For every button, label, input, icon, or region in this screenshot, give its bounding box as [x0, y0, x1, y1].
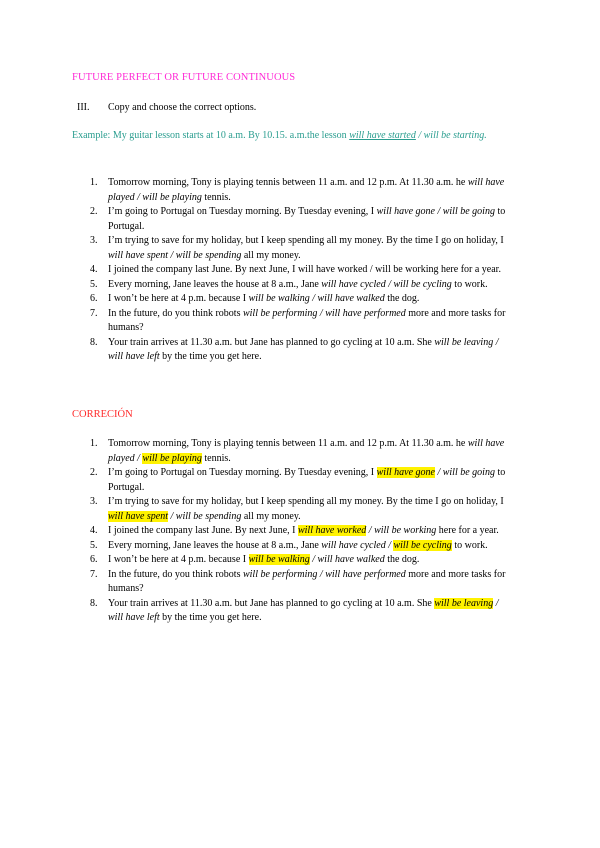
item-number: 1.	[90, 177, 98, 188]
sentence-text: I’m going to Portugal on Tuesday morning. By Tuesday evening, I	[108, 467, 377, 478]
sentence-text: more and more tasks for humans?	[108, 568, 506, 594]
example-option-a: will have started	[349, 130, 416, 141]
sentence-text: all my money.	[241, 510, 301, 522]
sentence-text: Tomorrow morning, Tony is playing tennis between 11 a.m. and 12 p.m. At 11.30 a.m. he	[108, 438, 468, 449]
correction-item	[72, 524, 510, 539]
item-number: 1.	[90, 438, 98, 449]
sentence-text: In the future, do you think robots	[108, 307, 243, 319]
answer-options: / will be going	[434, 467, 495, 478]
exercise-item	[72, 307, 510, 336]
example-sentence	[72, 129, 510, 144]
sentence-text: to Portugal.	[108, 467, 506, 493]
item-number: 8.	[90, 336, 98, 348]
sentence-text: to work.	[451, 278, 488, 290]
item-number: 8.	[90, 597, 98, 609]
sentence-text: I’m going to Portugal on Tuesday morning. By Tuesday evening, I	[108, 206, 377, 217]
item-number: 6.	[90, 554, 98, 565]
sentence-text: Your train arrives at 11.30 a.m. but Jane has planned to go cycling at 10 a.m. She	[108, 336, 435, 348]
exercise-item	[72, 292, 510, 307]
answer-options: will be performing / will have performed	[242, 307, 406, 319]
exercise-item	[72, 176, 510, 205]
page-title: FUTURE PERFECT OR FUTURE CONTINUOUS	[72, 72, 296, 83]
example-prefix: Example: My guitar lesson starts at 10 a.m. By 10.15. a.m.the lesson	[72, 130, 350, 141]
answer-options: / will have left	[108, 597, 499, 623]
answer-options: / will be working	[366, 525, 437, 536]
sentence-text: I joined the company last June. By next June, I	[108, 525, 298, 536]
correction-title: CORRECIÓN	[72, 409, 133, 420]
answer-options: will be performing / will have performed	[242, 568, 406, 580]
exercise-item	[72, 263, 510, 278]
sentence-text: Your train arrives at 11.30 a.m. but Jane has planned to go cycling at 10 a.m. She	[108, 597, 435, 609]
highlighted-answer: will be cycling	[393, 539, 452, 551]
sentence-text: I won’t be here at 4 p.m. because I	[108, 554, 249, 565]
sentence-text: by the time you get here.	[159, 351, 262, 362]
sentence-text: the dog.	[384, 293, 420, 304]
item-number: 2.	[90, 467, 98, 478]
correction-item	[72, 597, 510, 626]
highlighted-answer: will be playing	[142, 452, 202, 464]
item-number: 3.	[90, 496, 98, 507]
sentence-text: tennis.	[201, 191, 231, 203]
instruction-text: Copy and choose the correct options.	[108, 102, 257, 113]
sentence-text: I won’t be here at 4 p.m. because I	[108, 293, 249, 304]
example-option-b: / will be starting.	[415, 130, 487, 141]
sentence-text: all my money.	[241, 249, 301, 261]
answer-options: will have spent / will be spending	[108, 249, 242, 261]
answer-options: will have cycled /	[321, 539, 394, 551]
sentence-text: Every morning, Jane leaves the house at 8 a.m., Jane	[108, 539, 322, 551]
correction-item	[72, 466, 510, 495]
highlighted-answer: will have worked	[297, 525, 367, 536]
answer-options: / will be spending	[168, 510, 242, 522]
sentence-text: Tomorrow morning, Tony is playing tennis between 11 a.m. and 12 p.m. At 11.30 a.m. he	[108, 177, 468, 188]
correction-item	[72, 437, 510, 466]
sentence-text: I’m trying to save for my holiday, but I keep spending all my money. By the time I go on holiday, I	[108, 235, 504, 246]
sentence-text: tennis.	[201, 452, 231, 464]
item-number: 5.	[90, 278, 98, 290]
answer-options: will be walking / will have walked	[248, 293, 385, 304]
answer-options: will have gone / will be going	[376, 206, 495, 217]
highlighted-answer: will have gone	[376, 467, 435, 478]
answer-options: / will have walked	[309, 554, 385, 565]
highlighted-answer: will have spent	[108, 510, 168, 522]
correction-item	[72, 568, 510, 597]
sentence-text: here for a year.	[436, 525, 499, 536]
sentence-text: I’m trying to save for my holiday, but I keep spending all my money. By the time I go on holiday, I	[108, 496, 504, 507]
sentence-text: Every morning, Jane leaves the house at 8 a.m., Jane	[108, 278, 322, 290]
item-number: 5.	[90, 539, 98, 551]
item-number: 3.	[90, 235, 98, 246]
correction-item	[72, 539, 510, 554]
exercise-item	[72, 234, 510, 263]
sentence-text: the dog.	[384, 554, 420, 565]
highlighted-answer: will be walking	[248, 554, 310, 565]
item-number: 7.	[90, 568, 98, 580]
sentence-text: to Portugal.	[108, 206, 506, 232]
sentence-text: by the time you get here.	[159, 612, 262, 623]
item-number: 4.	[90, 264, 98, 275]
exercise-list	[72, 176, 510, 365]
item-number: 2.	[90, 206, 98, 217]
exercise-item	[72, 278, 510, 293]
sentence-text: In the future, do you think robots	[108, 568, 243, 580]
sentence-text: to work.	[451, 539, 488, 551]
item-number: 4.	[90, 525, 98, 536]
exercise-item	[72, 205, 510, 234]
instruction-number: III.	[77, 102, 90, 113]
highlighted-answer: will be leaving	[434, 597, 494, 609]
item-number: 6.	[90, 293, 98, 304]
answer-options: will have played /	[108, 438, 505, 464]
sentence-text: more and more tasks for humans?	[108, 307, 506, 333]
exercise-item	[72, 336, 510, 365]
correction-list	[72, 437, 510, 626]
instruction	[77, 101, 497, 116]
sentence-text: I joined the company last June. By next June, I will have worked / will be working here for a year.	[108, 264, 501, 275]
answer-options: will have played / will be playing	[108, 177, 505, 203]
correction-item	[72, 553, 510, 568]
correction-item	[72, 495, 510, 524]
answer-options: will be leaving / will have left	[108, 336, 499, 362]
item-number: 7.	[90, 307, 98, 319]
answer-options: will have cycled / will be cycling	[321, 278, 452, 290]
